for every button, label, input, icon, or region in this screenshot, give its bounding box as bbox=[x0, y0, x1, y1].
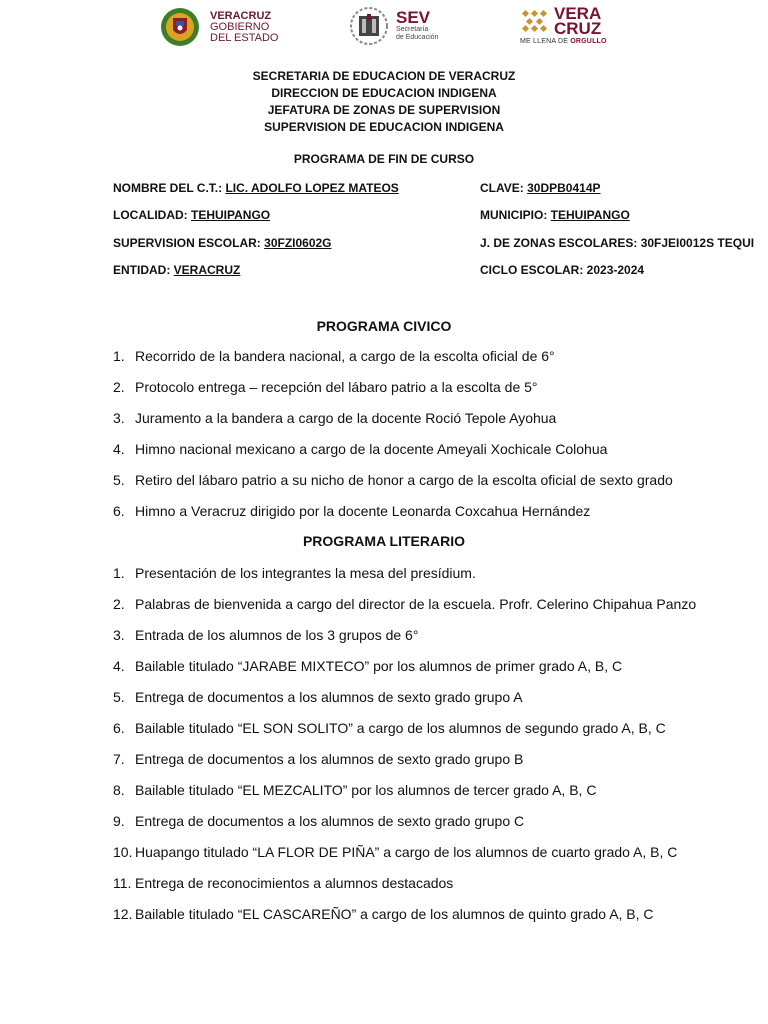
field-municipio bbox=[480, 208, 630, 222]
item-number: 8. bbox=[113, 782, 125, 798]
list-item bbox=[113, 657, 696, 688]
veracruz-word1: VERA bbox=[554, 4, 602, 23]
list-item bbox=[113, 378, 673, 409]
logo-ver-line3: DEL ESTADO bbox=[210, 31, 279, 44]
item-text: Himno nacional mexicano a cargo de la docente Ameyali Xochicale Colohua bbox=[135, 441, 608, 457]
field-value: 30DPB0414P bbox=[527, 181, 601, 195]
field-label: NOMBRE DEL C.T.: bbox=[113, 181, 226, 195]
item-number: 1. bbox=[113, 348, 125, 364]
field-jefatura bbox=[480, 236, 768, 250]
list-item bbox=[113, 502, 673, 533]
item-number: 3. bbox=[113, 627, 125, 643]
sev-sub2: de Educación bbox=[396, 34, 439, 41]
list-item bbox=[113, 843, 696, 874]
item-number: 12. bbox=[113, 906, 133, 922]
item-number: 4. bbox=[113, 658, 125, 674]
field-value: 2023-2024 bbox=[586, 263, 645, 277]
field-entidad bbox=[113, 263, 240, 277]
item-number: 6. bbox=[113, 720, 125, 736]
field-label: MUNICIPIO: bbox=[480, 208, 551, 222]
item-number: 2. bbox=[113, 596, 125, 612]
tagline-a: ME LLENA DE bbox=[520, 38, 571, 45]
field-value: 30FJEI0012S TEQUI bbox=[640, 236, 755, 250]
field-value: TEHUIPANGO bbox=[550, 208, 630, 222]
coat-of-arms-icon bbox=[156, 6, 204, 48]
item-text: Retiro del lábaro patrio a su nicho de honor a cargo de la escolta oficial de sexto grado bbox=[135, 472, 673, 488]
literario-list bbox=[113, 564, 696, 936]
item-number: 11. bbox=[113, 875, 132, 891]
list-item bbox=[113, 781, 696, 812]
list-item bbox=[113, 409, 673, 440]
field-label: LOCALIDAD: bbox=[113, 208, 191, 222]
item-text: Huapango titulado “LA FLOR DE PIÑA” a cargo de los alumnos de cuarto grado A, B, C bbox=[135, 844, 678, 860]
item-number: 3. bbox=[113, 410, 125, 426]
literario-title: PROGRAMA LITERARIO bbox=[302, 533, 466, 549]
field-value: LIC. ADOLFO LOPEZ MATEOS bbox=[225, 181, 399, 195]
header-line-1: SECRETARIA DE EDUCACION DE VERACRUZ bbox=[252, 69, 516, 83]
field-supervision bbox=[113, 236, 332, 250]
list-item bbox=[113, 471, 673, 502]
field-label: J. DE ZONAS ESCOLARES: bbox=[480, 236, 641, 250]
field-value: VERACRUZ bbox=[173, 263, 241, 277]
field-label: CICLO ESCOLAR: bbox=[480, 263, 587, 277]
item-text: Himno a Veracruz dirigido por la docente Leonarda Coxcahua Hernández bbox=[135, 503, 591, 519]
list-item bbox=[113, 874, 696, 905]
item-number: 9. bbox=[113, 813, 125, 829]
lattice-emblem-icon bbox=[520, 8, 550, 34]
logo-bar bbox=[0, 0, 768, 56]
list-item bbox=[113, 688, 696, 719]
sev-sub1: Secretaría bbox=[396, 26, 429, 33]
logo-veracruz-orgullo bbox=[520, 6, 607, 45]
logo-ver-line2: GOBIERNO bbox=[210, 20, 270, 33]
field-ciclo bbox=[480, 263, 644, 277]
item-number: 1. bbox=[113, 565, 125, 581]
item-text: Entrada de los alumnos de los 3 grupos de 6° bbox=[135, 627, 419, 643]
header-line-3: JEFATURA DE ZONAS DE SUPERVISION bbox=[267, 103, 501, 117]
list-item bbox=[113, 905, 696, 936]
item-text: Entrega de documentos a los alumnos de sexto grado grupo B bbox=[135, 751, 524, 767]
item-text: Recorrido de la bandera nacional, a cargo de la escolta oficial de 6° bbox=[135, 348, 555, 364]
document-header bbox=[0, 68, 768, 136]
logo-sev bbox=[348, 6, 438, 46]
header-line-2: DIRECCION DE EDUCACION INDIGENA bbox=[271, 86, 497, 100]
government-building-icon bbox=[348, 6, 390, 46]
list-item bbox=[113, 812, 696, 843]
field-label: CLAVE: bbox=[480, 181, 528, 195]
field-nombre bbox=[113, 181, 399, 195]
item-text: Bailable titulado “EL SON SOLITO” a cargo de los alumnos de segundo grado A, B, C bbox=[135, 720, 666, 736]
list-item bbox=[113, 626, 696, 657]
civico-list bbox=[113, 347, 673, 533]
field-localidad bbox=[113, 208, 270, 222]
item-number: 5. bbox=[113, 689, 125, 705]
logo-gobierno-veracruz bbox=[156, 6, 278, 48]
field-label: ENTIDAD: bbox=[113, 263, 174, 277]
field-value: 30FZI0602G bbox=[264, 236, 332, 250]
item-number: 7. bbox=[113, 751, 125, 767]
item-text: Presentación de los integrantes la mesa del presídium. bbox=[135, 565, 476, 581]
item-number: 2. bbox=[113, 379, 125, 395]
item-text: Entrega de documentos a los alumnos de sexto grado grupo A bbox=[135, 689, 523, 705]
item-text: Protocolo entrega – recepción del lábaro patrio a la escolta de 5° bbox=[135, 379, 538, 395]
civico-title: PROGRAMA CIVICO bbox=[316, 318, 452, 334]
field-value: TEHUIPANGO bbox=[191, 208, 271, 222]
item-number: 4. bbox=[113, 441, 125, 457]
list-item bbox=[113, 440, 673, 471]
item-text: Entrega de documentos a los alumnos de sexto grado grupo C bbox=[135, 813, 525, 829]
veracruz-tagline bbox=[520, 38, 607, 45]
list-item bbox=[113, 719, 696, 750]
program-title: PROGRAMA DE FIN DE CURSO bbox=[293, 152, 475, 166]
item-text: Palabras de bienvenida a cargo del director de la escuela. Profr. Celerino Chipahua Panzo bbox=[135, 596, 697, 612]
field-clave bbox=[480, 181, 601, 195]
item-text: Juramento a la bandera a cargo de la docente Roció Tepole Ayohua bbox=[135, 410, 557, 426]
item-text: Bailable titulado “EL MEZCALITO” por los alumnos de tercer grado A, B, C bbox=[135, 782, 597, 798]
list-item bbox=[113, 564, 696, 595]
item-text: Bailable titulado “JARABE MIXTECO” por los alumnos de primer grado A, B, C bbox=[135, 658, 623, 674]
list-item bbox=[113, 595, 696, 626]
item-number: 10. bbox=[113, 844, 133, 860]
list-item bbox=[113, 750, 696, 781]
sev-name: SEV bbox=[396, 8, 431, 27]
header-line-4: SUPERVISION DE EDUCACION INDIGENA bbox=[264, 120, 504, 134]
list-item bbox=[113, 347, 673, 378]
item-number: 5. bbox=[113, 472, 125, 488]
logo-ver-line1: VERACRUZ bbox=[210, 9, 272, 22]
field-label: SUPERVISION ESCOLAR: bbox=[113, 236, 265, 250]
veracruz-word2: CRUZ bbox=[554, 19, 602, 38]
item-text: Bailable titulado “EL CASCAREÑO” a cargo de los alumnos de quinto grado A, B, C bbox=[135, 906, 654, 922]
item-number: 6. bbox=[113, 503, 125, 519]
item-text: Entrega de reconocimientos a alumnos destacados bbox=[135, 875, 454, 891]
tagline-b: ORGULLO bbox=[570, 38, 607, 45]
